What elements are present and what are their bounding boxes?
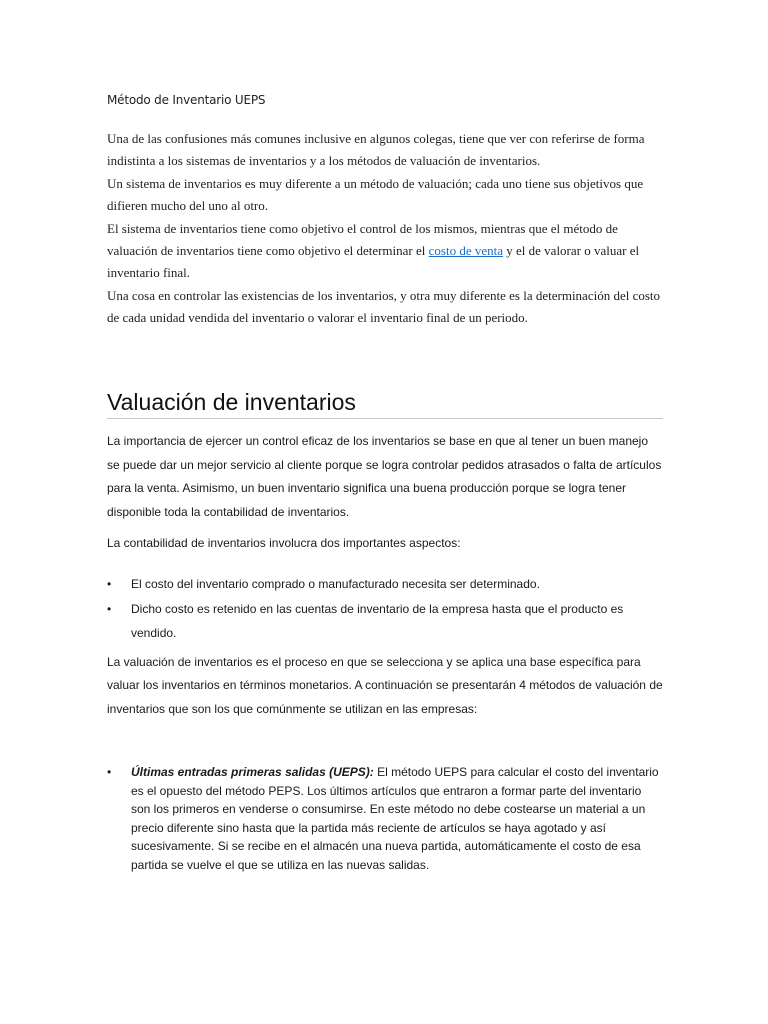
intro-paragraph-3-end: y el de valorar o valuar el inventario final. [107,243,640,281]
intro-paragraph-3-start: El sistema de inventarios tiene como objetivo el control de los mismos, mientras que el método de valuación de inventarios tiene como objetivo el determinar el [107,220,618,259]
section-paragraph-2: La contabilidad de inventarios involucra dos importantes aspectos: [107,536,461,550]
intro-paragraph-4: Una cosa en controlar las existencias de los inventarios, y otra muy diferente es la determinación del costo de cada unidad vendida del inventario o valorar el inventario final de un periodo. [107,287,661,326]
bullet-icon: • [107,577,112,591]
section-heading: Valuación de inventarios [107,389,663,419]
intro-paragraph-3 [107,218,663,285]
intro-block [107,128,663,330]
list-item [107,763,663,875]
document-title: Método de Inventario UEPS [107,93,266,107]
list-item [107,597,663,645]
methods-list [107,763,663,875]
method-term: Últimas entradas primeras salidas (UEPS): [131,765,374,779]
section-paragraph-3: La valuación de inventarios es el proceso en que se selecciona y se aplica una base específica para valuar los inventarios en términos monetarios. A continuación se presentarán 4 métodos de valuación de inventarios que son los que comúnmente se utilizan en las empresas: [107,655,663,716]
bullet-icon: • [107,765,112,779]
section-paragraph-1: La importancia de ejercer un control eficaz de los inventarios se base en que al tener un buen manejo se puede dar un mejor servicio al cliente porque se logra controlar pedidos atrasados o falta de artículos para la venta. Asimismo, un buen inventario significa una buena producción porque se logra tener disponible toda la contabilidad de inventarios. [107,434,662,519]
list-item [107,572,663,596]
list-item-text: Dicho costo es retenido en las cuentas de inventario de la empresa hasta que el producto es vendido. [131,602,624,640]
aspects-list [107,572,663,646]
intro-paragraph-1: Una de las confusiones más comunes inclusive en algunos colegas, tiene que ver con referirse de forma indistinta a los sistemas de inventarios y a los métodos de valuación de inventarios. [107,131,645,169]
list-item-text: El costo del inventario comprado o manufacturado necesita ser determinado. [131,577,540,591]
method-description: El método UEPS para calcular el costo del inventario es el opuesto del método PEPS. Los últimos artículos que entraron a formar parte del inventario son los primeros en venderse o consumirse. En este método no debe costearse un material a un precio diferente sino hasta que la partida más reciente de artículos se haya agotado y así sucesivamente. Si se recibe en el almacén una nueva partida, automáticamente el costo de esa partida se vuelve el que se utiliza en las nuevas salidas. [131,765,659,872]
bullet-icon: • [107,602,112,616]
costo-de-venta-link[interactable]: costo de venta [428,243,504,259]
intro-paragraph-2: Un sistema de inventarios es muy diferente a un método de valuación; cada uno tiene sus objetivos que difieren mucho del uno al otro. [107,175,644,214]
